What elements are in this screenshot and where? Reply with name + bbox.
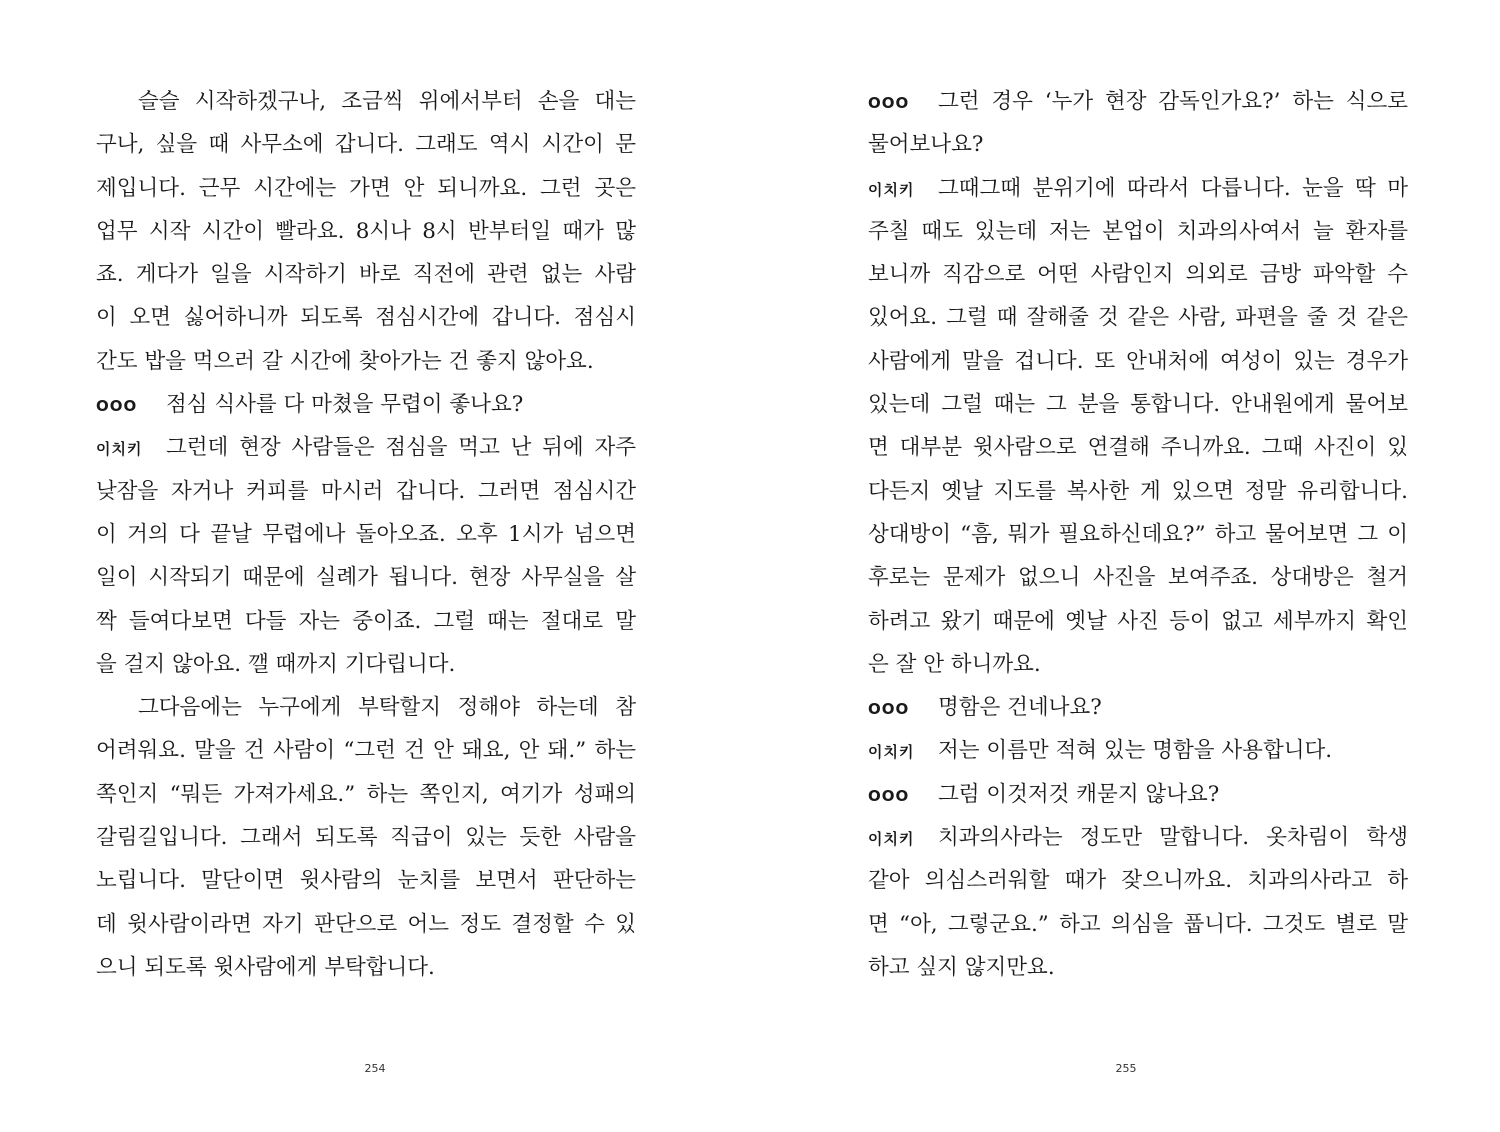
line-text: 면 대부분 윗사람으로 연결해 주니까요. 그때 사진이 있 [868,435,1408,461]
line-text: 그때그때 분위기에 따라서 다릅니다. 눈을 딱 마 [938,175,1408,201]
right-page [750,0,1500,1132]
speaker-label: OOO [868,700,910,719]
text-line [96,383,636,426]
line-text: 간도 밥을 먹으러 갈 시간에 찾아가는 건 좋지 않아요. [96,348,594,374]
speaker-label: 이치키 [868,743,915,762]
line-text: 명함은 건네나요? [938,695,1102,721]
line-text: 주칠 때도 있는데 저는 본업이 치과의사여서 늘 환자를 [868,218,1408,244]
line-text: 있는데 그럴 때는 그 분을 통합니다. 안내원에게 물어보 [868,392,1408,418]
text-line [868,513,1408,556]
text-line [868,946,1408,989]
text-line [868,773,1408,816]
text-line [868,600,1408,643]
line-text: 면 “아, 그렇군요.” 하고 의심을 풉니다. 그것도 별로 말 [868,911,1408,937]
line-text: 물어보나요? [868,132,984,158]
line-text: 죠. 게다가 일을 시작하기 바로 직전에 관련 없는 사람 [96,262,636,288]
text-line [868,426,1408,469]
line-text: 보니까 직감으로 어떤 사람인지 의외로 금방 파악할 수 [868,262,1408,288]
line-text: 있어요. 그럴 때 잘해줄 것 같은 사람, 파편을 줄 것 같은 [868,305,1408,331]
text-line [868,80,1408,123]
line-text: 하고 싶지 않지만요. [868,954,1055,980]
right-page-number: 255 [1115,1062,1137,1075]
line-text: 노립니다. 말단이면 윗사람의 눈치를 보면서 판단하는 [96,868,636,894]
line-text: 같아 의심스러워할 때가 잦으니까요. 치과의사라고 하 [868,868,1408,894]
line-text: 갈림길입니다. 그래서 되도록 직급이 있는 듯한 사람을 [96,825,636,851]
text-line [868,903,1408,946]
line-text: 후로는 문제가 없으니 사진을 보여주죠. 상대방은 철거 [868,565,1408,591]
text-line [868,123,1408,166]
line-text: 은 잘 안 하니까요. [868,651,1041,677]
text-line [96,470,636,513]
line-text: 상대방이 “흠, 뭐가 필요하신데요?” 하고 물어보면 그 이 [868,521,1408,547]
text-line [96,513,636,556]
speaker-label: OOO [868,94,910,112]
text-line [96,773,636,816]
text-line [868,686,1408,729]
line-text: 슬슬 시작하겠구나, 조금씩 위에서부터 손을 대는 [138,89,636,114]
line-text: 일이 시작되기 때문에 실례가 됩니다. 현장 사무실을 살 [96,565,636,591]
left-page-number: 254 [364,1062,386,1075]
line-text: 하려고 왔기 때문에 옛날 사진 등이 없고 세부까지 확인 [868,608,1408,634]
line-text: 을 걸지 않아요. 깰 때까지 기다립니다. [96,651,456,677]
line-text: 어려워요. 말을 건 사람이 “그런 건 안 돼요, 안 돼.” 하는 [96,738,636,764]
text-line [868,253,1408,296]
text-line [96,296,636,339]
text-line [96,600,636,643]
line-text: 그럼 이것저것 캐묻지 않나요? [938,781,1220,807]
text-line [868,859,1408,902]
text-line [96,253,636,296]
text-line [868,643,1408,686]
line-text: 데 윗사람이라면 자기 판단으로 어느 정도 결정할 수 있 [96,911,636,937]
text-line [868,383,1408,426]
line-text: 구나, 싶을 때 사무소에 갑니다. 그래도 역시 시간이 문 [96,132,636,158]
line-text: 쪽인지 “뭐든 가져가세요.” 하는 쪽인지, 여기가 성패의 [96,781,636,807]
line-text: 치과의사라는 정도만 말합니다. 옷차림이 학생 [938,825,1408,851]
line-text: 그다음에는 누구에게 부탁할지 정해야 하는데 참 [138,695,636,721]
line-text: 으니 되도록 윗사람에게 부탁합니다. [96,954,435,980]
speaker-label: 이치키 [868,830,915,849]
text-line [96,210,636,253]
text-line [96,686,636,729]
right-page-text [868,80,1408,989]
text-line [868,470,1408,513]
text-line [96,859,636,902]
line-text: 제입니다. 근무 시간에는 가면 안 되니까요. 그런 곳은 [96,175,636,201]
text-line [96,167,636,210]
text-line [868,296,1408,339]
line-text: 낮잠을 자거나 커피를 마시러 갑니다. 그러면 점심시간 [96,478,636,504]
text-line [96,556,636,599]
text-line [868,556,1408,599]
text-line [96,123,636,166]
line-text: 그런 경우 ‘누가 현장 감독인가요?’ 하는 식으로 [938,89,1408,114]
line-text: 점심 식사를 다 마쳤을 무렵이 좋나요? [166,392,524,418]
speaker-label: 이치키 [868,180,915,199]
line-text: 사람에게 말을 겁니다. 또 안내처에 여성이 있는 경우가 [868,348,1408,374]
text-line [868,340,1408,383]
text-line [96,903,636,946]
line-text: 이 거의 다 끝날 무렵에나 돌아오죠. 오후 1시가 넘으면 [96,521,636,547]
text-line [96,643,636,686]
left-page-text [96,80,636,989]
line-text: 업무 시작 시간이 빨라요. 8시나 8시 반부터일 때가 많 [96,218,636,244]
text-line [96,340,636,383]
line-text: 짝 들여다보면 다들 자는 중이죠. 그럴 때는 절대로 말 [96,608,636,634]
text-line [868,816,1408,859]
speaker-label: OOO [868,786,910,805]
text-line [868,729,1408,772]
text-line [96,816,636,859]
speaker-label: 이치키 [96,440,143,459]
text-line [96,946,636,989]
line-text: 저는 이름만 적혀 있는 명함을 사용합니다. [938,738,1333,764]
line-text: 그런데 현장 사람들은 점심을 먹고 난 뒤에 자주 [166,435,636,461]
speaker-label: OOO [96,397,138,416]
text-line [868,167,1408,210]
text-line [96,729,636,772]
text-line [96,80,636,123]
line-text: 다든지 옛날 지도를 복사한 게 있으면 정말 유리합니다. [868,478,1408,504]
line-text: 이 오면 싫어하니까 되도록 점심시간에 갑니다. 점심시 [96,305,636,331]
text-line [96,426,636,469]
text-line [868,210,1408,253]
